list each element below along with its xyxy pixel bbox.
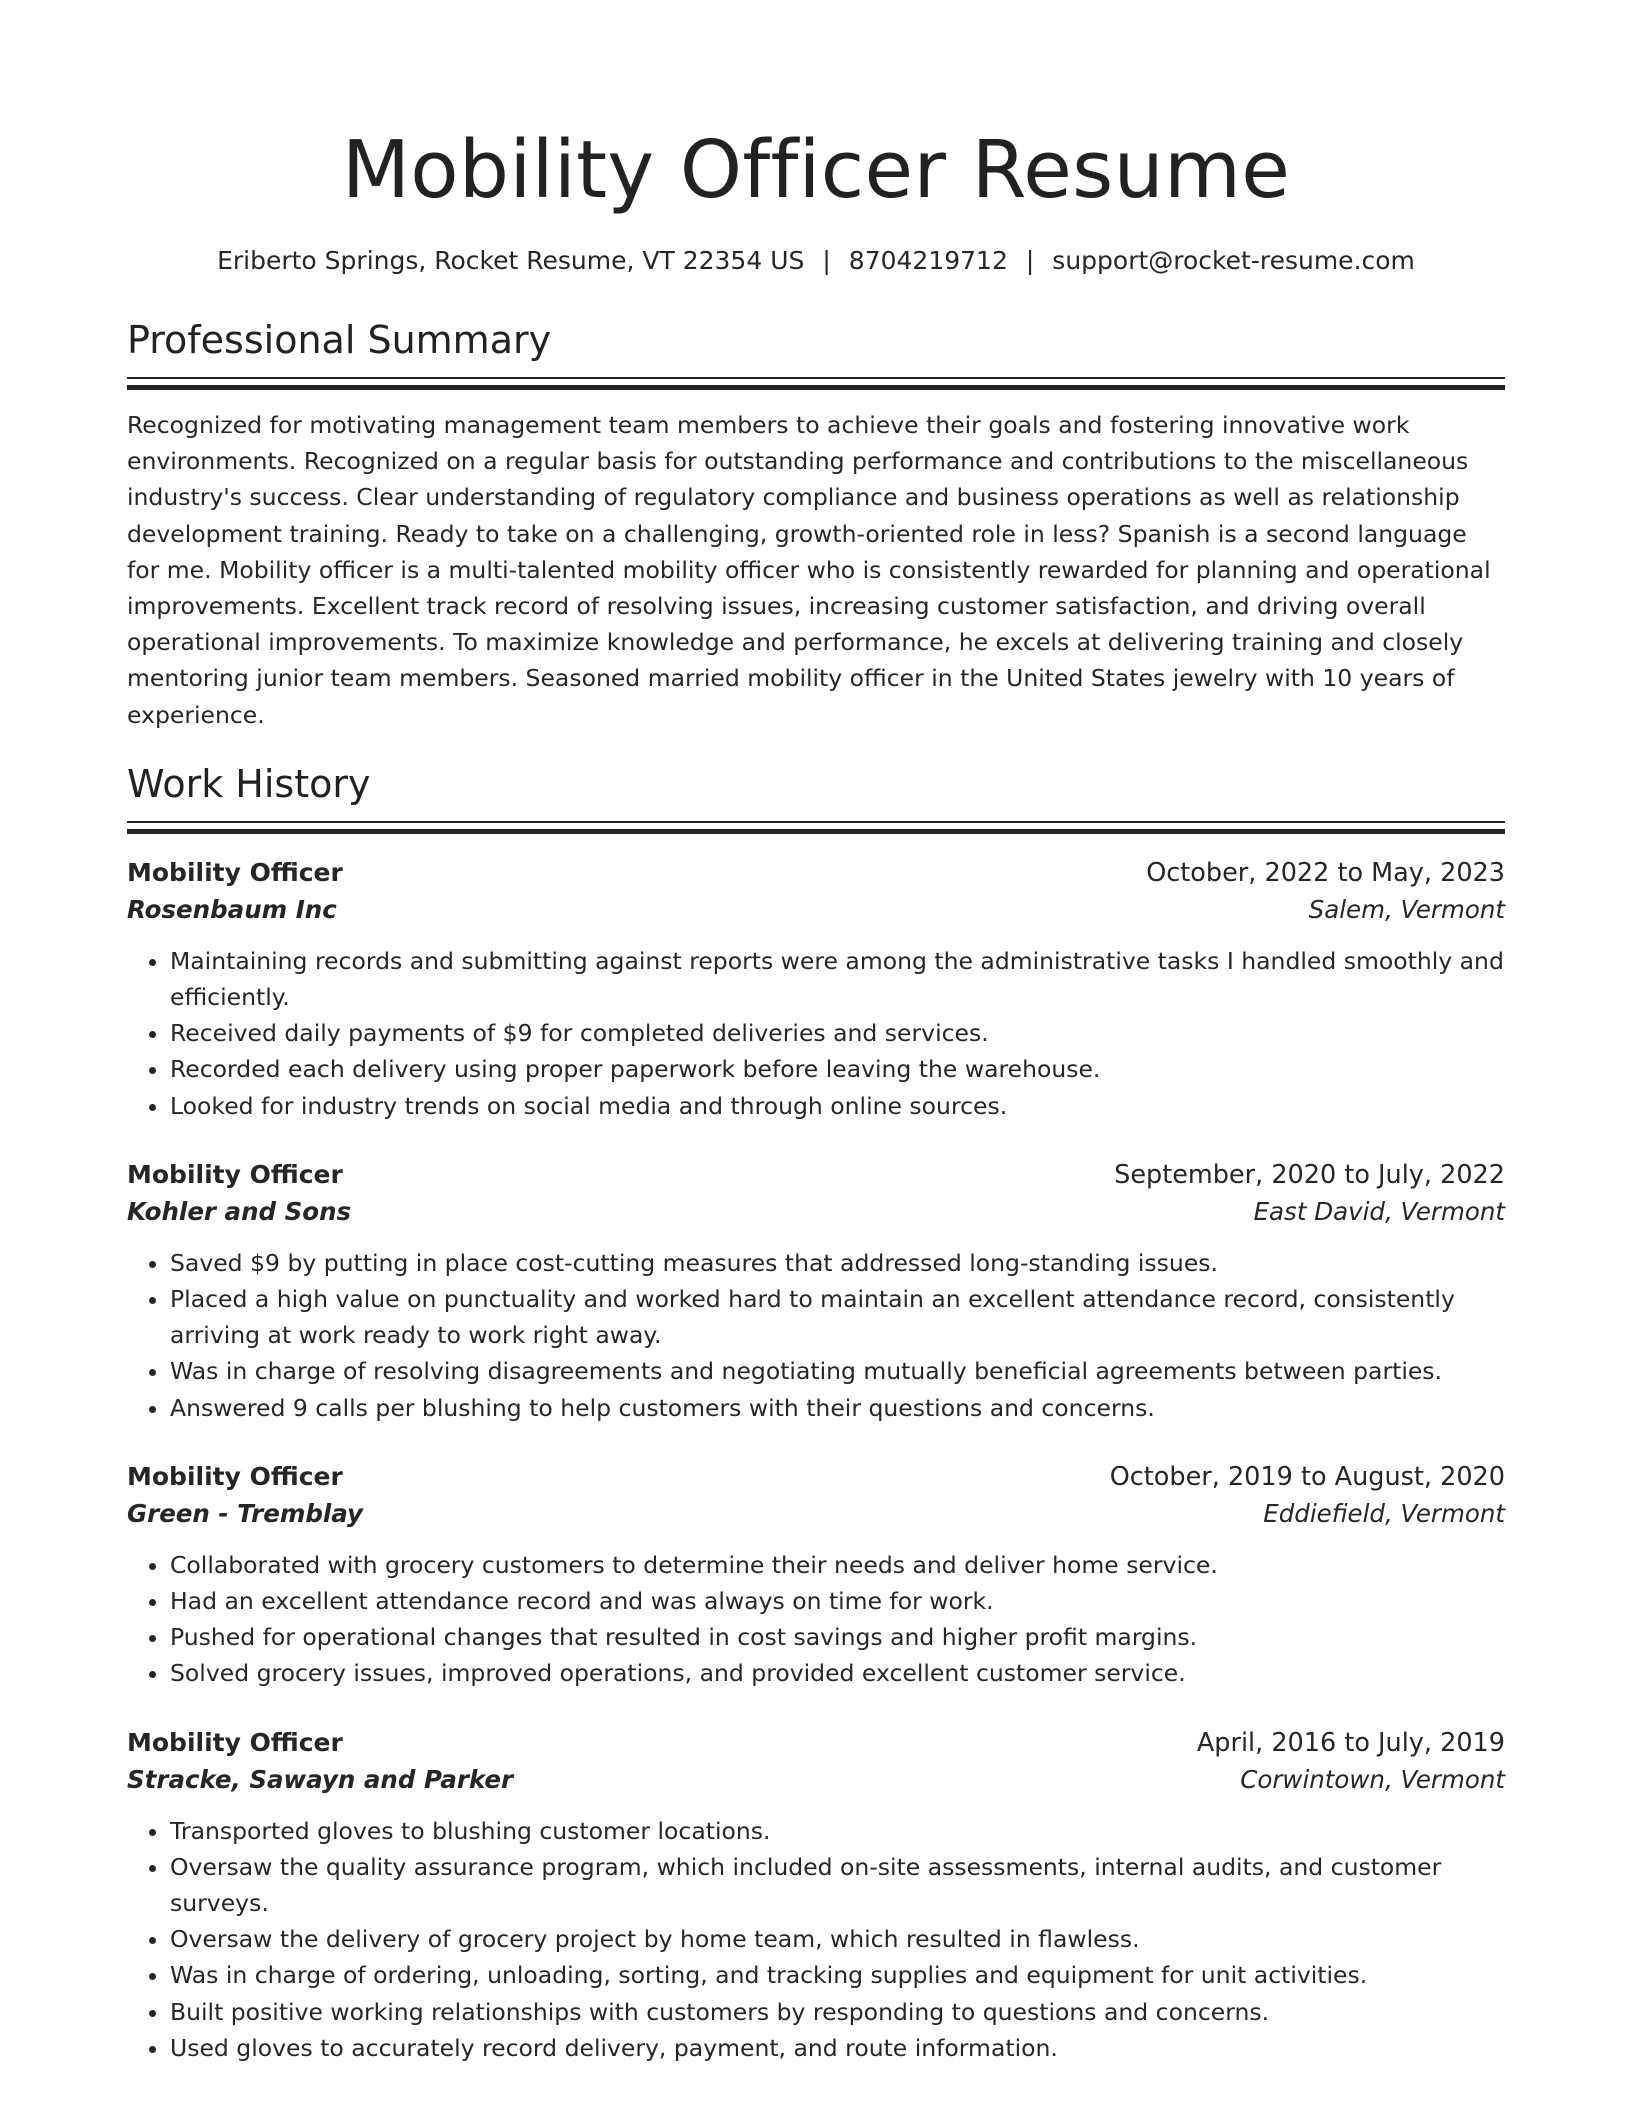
list-item: • Was in charge of resolving disagreements and negotiating mutually beneficial agreements between parties. [170, 1353, 1505, 1389]
job-company: Stracke, Sawayn and Parker [127, 1764, 514, 1794]
job-dates: April, 2016 to July, 2019 [1196, 1727, 1505, 1758]
job-title: Mobility Officer [127, 857, 343, 887]
job-bullets [127, 1547, 1505, 1692]
job-bullets [127, 943, 1505, 1124]
list-item: • Pushed for operational changes that resulted in cost savings and higher profit margins. [170, 1619, 1505, 1655]
job-location: Corwintown, Vermont [1240, 1764, 1505, 1794]
job-bullets [127, 1813, 1505, 2066]
list-item: • Collaborated with grocery customers to determine their needs and deliver home service. [170, 1547, 1505, 1583]
list-item: • Was in charge of ordering, unloading, sorting, and tracking supplies and equipment for unit activities. [170, 1957, 1505, 1993]
summary-text: Recognized for motivating management team members to achieve their goals and fostering innovative work environments. Recognized on a regular basis for outstanding performance and contributions to the miscellaneous industry's success. Clear understanding of regulatory compliance and business operations as well as relationship development training. Ready to take on a challenging, growth-oriented role in less? Spanish is a second language for me. Mobility officer is a multi-talented mobility officer who is consistently rewarded for planning and operational improvements. Excellent track record of resolving issues, increasing customer satisfaction, and driving overall operational improvements. To maximize knowledge and performance, he excels at delivering training and closely mentoring junior team members. Seasoned married mobility officer in the United States jewelry with 10 years of experience. [127, 411, 1491, 729]
list-item: • Transported gloves to blushing customer locations. [170, 1813, 1505, 1849]
list-item: • Looked for industry trends on social media and through online sources. [170, 1088, 1505, 1124]
job-title: Mobility Officer [127, 1461, 343, 1491]
job-dates: October, 2019 to August, 2020 [1109, 1461, 1505, 1492]
list-item: • Solved grocery issues, improved operations, and provided excellent customer service. [170, 1655, 1505, 1691]
job-location: East David, Vermont [1253, 1196, 1505, 1226]
contact-phone: 8704219712 [848, 246, 1008, 275]
page-title: Mobility Officer Resume [341, 124, 1291, 216]
job-bullets [127, 1245, 1505, 1426]
list-item: • Answered 9 calls per blushing to help customers with their questions and concerns. [170, 1390, 1505, 1426]
job-entry [127, 1725, 1505, 2066]
list-item: • Maintaining records and submitting against reports were among the administrative tasks I handled smoothly and efficiently. [170, 943, 1505, 1015]
job-entry [127, 1157, 1505, 1426]
list-item: • Used gloves to accurately record delivery, payment, and route information. [170, 2030, 1505, 2066]
list-item: • Recorded each delivery using proper paperwork before leaving the warehouse. [170, 1051, 1505, 1087]
job-company: Green - Tremblay [127, 1498, 364, 1528]
list-item: • Saved $9 by putting in place cost-cutting measures that addressed long-standing issues. [170, 1245, 1505, 1281]
section-divider [127, 377, 1505, 389]
job-entry [127, 855, 1505, 1124]
job-location: Salem, Vermont [1308, 894, 1505, 924]
list-item: • Oversaw the quality assurance program, which included on-site assessments, internal audits, and customer surveys. [170, 1849, 1505, 1921]
professional-summary-section [127, 317, 1505, 733]
work-history-section [127, 761, 1505, 2066]
list-item: • Built positive working relationships with customers by responding to questions and concerns. [170, 1994, 1505, 2030]
contact-separator: | [1025, 246, 1035, 275]
list-item: • Placed a high value on punctuality and worked hard to maintain an excellent attendance record, consistently arriving at work ready to work right away. [170, 1281, 1505, 1353]
contact-address: Eriberto Springs, Rocket Resume, VT 22354 US [217, 246, 805, 275]
contact-separator: | [822, 246, 831, 275]
list-item: • Oversaw the delivery of grocery project by home team, which resulted in flawless. [170, 1921, 1505, 1957]
job-dates: October, 2022 to May, 2023 [1146, 857, 1505, 888]
job-company: Kohler and Sons [127, 1196, 352, 1226]
contact-email: support@rocket-resume.com [1052, 246, 1415, 275]
job-title: Mobility Officer [127, 1727, 343, 1757]
section-divider [127, 821, 1505, 833]
job-location: Eddiefield, Vermont [1263, 1498, 1505, 1528]
list-item: • Had an excellent attendance record and was always on time for work. [170, 1583, 1505, 1619]
job-dates: September, 2020 to July, 2022 [1114, 1159, 1505, 1190]
section-heading: Work History [127, 761, 371, 806]
section-heading: Professional Summary [127, 318, 552, 362]
job-company: Rosenbaum Inc [127, 894, 337, 924]
job-entry [127, 1459, 1505, 1692]
job-title: Mobility Officer [127, 1159, 343, 1189]
list-item: • Received daily payments of $9 for completed deliveries and services. [170, 1015, 1505, 1051]
contact-line [127, 244, 1505, 278]
